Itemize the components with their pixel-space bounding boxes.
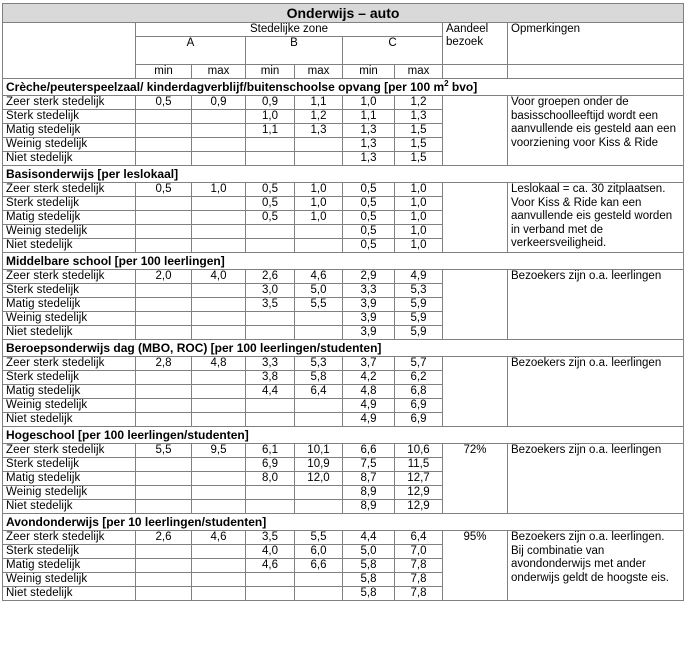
value-cell-b-max: 6,0	[295, 545, 343, 559]
value-cell-c-max: 7,8	[395, 587, 443, 601]
value-cell-a-min: 0,5	[136, 96, 192, 110]
value-cell-c-min: 4,9	[343, 399, 395, 413]
value-cell-c-max: 6,8	[395, 385, 443, 399]
value-cell-a-max	[192, 385, 246, 399]
value-cell-a-min	[136, 486, 192, 500]
value-cell-b-max: 6,4	[295, 385, 343, 399]
value-cell-c-min: 1,3	[343, 138, 395, 152]
value-cell-b-max	[295, 500, 343, 514]
value-cell-b-max	[295, 486, 343, 500]
value-cell-a-min	[136, 413, 192, 427]
value-cell-a-max	[192, 284, 246, 298]
table-title: Onderwijs – auto	[3, 4, 684, 23]
value-cell-a-min	[136, 211, 192, 225]
zone-b-min-header: min	[246, 65, 295, 79]
share-value: 95%	[443, 531, 508, 601]
value-cell-b-min: 1,0	[246, 110, 295, 124]
value-cell-a-max	[192, 545, 246, 559]
value-cell-c-min: 0,5	[343, 225, 395, 239]
value-cell-c-max: 12,9	[395, 486, 443, 500]
share-subheader-empty	[443, 65, 508, 79]
value-cell-c-max: 6,9	[395, 399, 443, 413]
section-title: Basisonderwijs [per leslokaal]	[3, 166, 684, 183]
value-cell-c-max: 1,5	[395, 124, 443, 138]
value-cell-b-min	[246, 152, 295, 166]
value-cell-a-min	[136, 124, 192, 138]
remarks-header: Opmerkingen	[508, 23, 684, 65]
value-cell-a-max	[192, 413, 246, 427]
value-cell-a-max	[192, 211, 246, 225]
value-cell-a-max	[192, 239, 246, 253]
value-cell-a-max	[192, 559, 246, 573]
zone-a-header: A	[136, 37, 246, 65]
value-cell-a-max	[192, 124, 246, 138]
value-cell-a-min	[136, 152, 192, 166]
table-row	[3, 531, 684, 545]
row-label: Niet stedelijk	[3, 413, 136, 427]
value-cell-a-max: 4,8	[192, 357, 246, 371]
value-cell-b-max	[295, 399, 343, 413]
value-cell-c-min: 2,9	[343, 270, 395, 284]
zone-b-max-header: max	[295, 65, 343, 79]
value-cell-a-max: 0,9	[192, 96, 246, 110]
value-cell-c-min: 4,2	[343, 371, 395, 385]
value-cell-a-min	[136, 399, 192, 413]
value-cell-c-min: 3,9	[343, 312, 395, 326]
value-cell-a-min	[136, 385, 192, 399]
value-cell-b-max: 12,0	[295, 472, 343, 486]
value-cell-b-max	[295, 152, 343, 166]
value-cell-b-min	[246, 138, 295, 152]
value-cell-c-max: 5,7	[395, 357, 443, 371]
row-label: Weinig stedelijk	[3, 312, 136, 326]
row-label: Weinig stedelijk	[3, 486, 136, 500]
remarks-text: Bezoekers zijn o.a. leerlingen	[508, 444, 684, 514]
section-title: Hogeschool [per 100 leerlingen/studenten]	[3, 427, 684, 444]
value-cell-b-max: 10,9	[295, 458, 343, 472]
value-cell-a-min	[136, 239, 192, 253]
value-cell-c-min: 8,9	[343, 486, 395, 500]
section-header-row	[3, 79, 684, 96]
row-label: Matig stedelijk	[3, 472, 136, 486]
value-cell-b-min: 3,5	[246, 298, 295, 312]
value-cell-c-max: 1,5	[395, 152, 443, 166]
value-cell-a-min	[136, 197, 192, 211]
value-cell-c-max: 5,9	[395, 312, 443, 326]
value-cell-c-max: 1,3	[395, 110, 443, 124]
value-cell-c-min: 5,8	[343, 587, 395, 601]
row-label: Niet stedelijk	[3, 239, 136, 253]
zone-b-header: B	[246, 37, 343, 65]
row-label: Matig stedelijk	[3, 298, 136, 312]
value-cell-a-max	[192, 573, 246, 587]
value-cell-b-max: 1,3	[295, 124, 343, 138]
row-label: Matig stedelijk	[3, 385, 136, 399]
row-label: Zeer sterk stedelijk	[3, 357, 136, 371]
value-cell-c-max: 1,0	[395, 183, 443, 197]
value-cell-c-max: 7,8	[395, 559, 443, 573]
zone-header: Stedelijke zone	[136, 23, 443, 37]
value-cell-a-min: 0,5	[136, 183, 192, 197]
value-cell-b-max: 1,0	[295, 211, 343, 225]
value-cell-c-max: 6,9	[395, 413, 443, 427]
value-cell-c-min: 0,5	[343, 239, 395, 253]
value-cell-c-max: 7,8	[395, 573, 443, 587]
remarks-text: Voor groepen onder de basisschoolleeftijd wordt een aanvullende eis gesteld aan een voorziening voor Kiss & Ride	[508, 96, 684, 166]
share-value	[443, 183, 508, 253]
value-cell-b-min	[246, 399, 295, 413]
row-label: Zeer sterk stedelijk	[3, 183, 136, 197]
value-cell-a-min: 2,8	[136, 357, 192, 371]
value-cell-a-max: 9,5	[192, 444, 246, 458]
parking-norms-table	[2, 3, 684, 601]
value-cell-c-min: 3,9	[343, 298, 395, 312]
share-value	[443, 357, 508, 427]
value-cell-b-min	[246, 326, 295, 340]
value-cell-b-max	[295, 326, 343, 340]
value-cell-c-max: 11,5	[395, 458, 443, 472]
value-cell-b-min: 6,1	[246, 444, 295, 458]
value-cell-b-min	[246, 573, 295, 587]
value-cell-b-max	[295, 587, 343, 601]
value-cell-c-max: 1,5	[395, 138, 443, 152]
table-row	[3, 183, 684, 197]
value-cell-b-min	[246, 413, 295, 427]
value-cell-b-min: 4,6	[246, 559, 295, 573]
row-label: Weinig stedelijk	[3, 573, 136, 587]
value-cell-a-max	[192, 326, 246, 340]
value-cell-b-max	[295, 413, 343, 427]
row-label: Zeer sterk stedelijk	[3, 96, 136, 110]
value-cell-a-max	[192, 472, 246, 486]
section-header-row	[3, 514, 684, 531]
row-label: Matig stedelijk	[3, 211, 136, 225]
table-row	[3, 96, 684, 110]
value-cell-a-max	[192, 197, 246, 211]
row-label: Zeer sterk stedelijk	[3, 270, 136, 284]
value-cell-a-max	[192, 298, 246, 312]
value-cell-a-min	[136, 458, 192, 472]
row-label: Sterk stedelijk	[3, 110, 136, 124]
value-cell-b-min: 3,8	[246, 371, 295, 385]
value-cell-a-min	[136, 573, 192, 587]
remarks-text: Bezoekers zijn o.a. leerlingen	[508, 357, 684, 427]
value-cell-b-min: 8,0	[246, 472, 295, 486]
value-cell-a-min: 2,0	[136, 270, 192, 284]
value-cell-c-min: 4,9	[343, 413, 395, 427]
row-label: Niet stedelijk	[3, 500, 136, 514]
row-label: Niet stedelijk	[3, 326, 136, 340]
value-cell-b-min	[246, 239, 295, 253]
value-cell-c-min: 8,7	[343, 472, 395, 486]
value-cell-a-max: 4,0	[192, 270, 246, 284]
row-label: Weinig stedelijk	[3, 225, 136, 239]
value-cell-c-min: 1,1	[343, 110, 395, 124]
value-cell-c-max: 4,9	[395, 270, 443, 284]
value-cell-c-max: 10,6	[395, 444, 443, 458]
value-cell-b-min: 0,5	[246, 183, 295, 197]
value-cell-c-max: 6,2	[395, 371, 443, 385]
value-cell-c-min: 4,8	[343, 385, 395, 399]
value-cell-b-min: 4,4	[246, 385, 295, 399]
value-cell-c-min: 7,5	[343, 458, 395, 472]
row-label: Weinig stedelijk	[3, 138, 136, 152]
row-label: Matig stedelijk	[3, 559, 136, 573]
value-cell-b-min	[246, 500, 295, 514]
value-cell-b-min	[246, 486, 295, 500]
value-cell-c-max: 1,0	[395, 225, 443, 239]
value-cell-b-min: 0,5	[246, 211, 295, 225]
value-cell-a-min	[136, 225, 192, 239]
value-cell-a-min	[136, 587, 192, 601]
value-cell-c-max: 12,7	[395, 472, 443, 486]
value-cell-a-max	[192, 399, 246, 413]
value-cell-c-min: 8,9	[343, 500, 395, 514]
remarks-text: Bezoekers zijn o.a. leerlingen. Bij combinatie van avondonderwijs met ander onderwijs geldt de hoogste eis.	[508, 531, 684, 601]
value-cell-c-max: 1,0	[395, 197, 443, 211]
header-empty-cell	[3, 23, 136, 79]
row-label: Matig stedelijk	[3, 124, 136, 138]
value-cell-c-min: 5,8	[343, 559, 395, 573]
value-cell-a-min	[136, 559, 192, 573]
zone-c-max-header: max	[395, 65, 443, 79]
value-cell-b-max: 5,5	[295, 298, 343, 312]
value-cell-c-min: 6,6	[343, 444, 395, 458]
value-cell-c-max: 1,0	[395, 239, 443, 253]
value-cell-c-min: 1,3	[343, 124, 395, 138]
value-cell-a-min	[136, 312, 192, 326]
share-value	[443, 96, 508, 166]
value-cell-c-max: 5,9	[395, 326, 443, 340]
value-cell-a-max	[192, 371, 246, 385]
value-cell-a-min	[136, 110, 192, 124]
value-cell-b-min: 0,9	[246, 96, 295, 110]
zone-c-header: C	[343, 37, 443, 65]
remarks-text: Bezoekers zijn o.a. leerlingen	[508, 270, 684, 340]
value-cell-c-min: 3,3	[343, 284, 395, 298]
value-cell-b-max: 4,6	[295, 270, 343, 284]
row-label: Weinig stedelijk	[3, 399, 136, 413]
section-header-row	[3, 253, 684, 270]
value-cell-a-min	[136, 138, 192, 152]
value-cell-c-min: 0,5	[343, 211, 395, 225]
value-cell-a-max	[192, 486, 246, 500]
value-cell-a-max	[192, 587, 246, 601]
section-title: Crèche/peuterspeelzaal/ kinderdagverblijf/buitenschoolse opvang [per 100 $m^2$ bvo]	[3, 79, 684, 96]
value-cell-b-min	[246, 225, 295, 239]
value-cell-c-max: 1,0	[395, 211, 443, 225]
value-cell-a-min	[136, 326, 192, 340]
value-cell-b-min: 6,9	[246, 458, 295, 472]
value-cell-c-max: 6,4	[395, 531, 443, 545]
value-cell-a-max: 1,0	[192, 183, 246, 197]
value-cell-b-max: 1,2	[295, 110, 343, 124]
zone-c-min-header: min	[343, 65, 395, 79]
value-cell-c-min: 1,0	[343, 96, 395, 110]
share-value	[443, 270, 508, 340]
row-label: Sterk stedelijk	[3, 545, 136, 559]
value-cell-c-min: 3,9	[343, 326, 395, 340]
value-cell-a-min	[136, 371, 192, 385]
value-cell-b-max	[295, 225, 343, 239]
section-title: Middelbare school [per 100 leerlingen]	[3, 253, 684, 270]
value-cell-b-max: 1,1	[295, 96, 343, 110]
value-cell-a-max	[192, 138, 246, 152]
value-cell-a-min	[136, 284, 192, 298]
value-cell-c-max: 1,2	[395, 96, 443, 110]
value-cell-b-max	[295, 138, 343, 152]
value-cell-a-min	[136, 545, 192, 559]
row-label: Zeer sterk stedelijk	[3, 444, 136, 458]
section-header-row	[3, 166, 684, 183]
value-cell-c-max: 7,0	[395, 545, 443, 559]
row-label: Niet stedelijk	[3, 152, 136, 166]
value-cell-c-min: 5,8	[343, 573, 395, 587]
value-cell-b-max: 6,6	[295, 559, 343, 573]
row-label: Sterk stedelijk	[3, 284, 136, 298]
parking-norms-table-wrapper	[2, 3, 684, 601]
value-cell-b-max: 5,3	[295, 357, 343, 371]
section-title: Beroepsonderwijs dag (MBO, ROC) [per 100 leerlingen/studenten]	[3, 340, 684, 357]
value-cell-a-max	[192, 110, 246, 124]
value-cell-b-min: 3,5	[246, 531, 295, 545]
table-row	[3, 357, 684, 371]
value-cell-b-min	[246, 312, 295, 326]
value-cell-b-max: 5,5	[295, 531, 343, 545]
value-cell-b-max	[295, 312, 343, 326]
value-cell-a-max	[192, 225, 246, 239]
value-cell-b-min: 4,0	[246, 545, 295, 559]
value-cell-a-min: 2,6	[136, 531, 192, 545]
section-title: Avondonderwijs [per 10 leerlingen/studenten]	[3, 514, 684, 531]
value-cell-c-min: 4,4	[343, 531, 395, 545]
value-cell-a-min	[136, 472, 192, 486]
value-cell-a-min: 5,5	[136, 444, 192, 458]
table-row	[3, 444, 684, 458]
value-cell-b-max: 1,0	[295, 197, 343, 211]
value-cell-c-min: 0,5	[343, 197, 395, 211]
row-label: Zeer sterk stedelijk	[3, 531, 136, 545]
remarks-text: Leslokaal = ca. 30 zitplaatsen. Voor Kiss & Ride kan een aanvullende eis gesteld worden in verband met de verkeersveiligheid.	[508, 183, 684, 253]
zone-a-max-header: max	[192, 65, 246, 79]
value-cell-c-max: 5,3	[395, 284, 443, 298]
value-cell-a-max	[192, 312, 246, 326]
value-cell-b-max: 1,0	[295, 183, 343, 197]
section-header-row	[3, 427, 684, 444]
value-cell-a-max	[192, 458, 246, 472]
value-cell-c-min: 3,7	[343, 357, 395, 371]
value-cell-b-max: 10,1	[295, 444, 343, 458]
value-cell-b-min: 0,5	[246, 197, 295, 211]
share-value: 72%	[443, 444, 508, 514]
value-cell-c-min: 0,5	[343, 183, 395, 197]
value-cell-b-min: 2,6	[246, 270, 295, 284]
value-cell-b-max: 5,8	[295, 371, 343, 385]
value-cell-c-min: 1,3	[343, 152, 395, 166]
row-label: Niet stedelijk	[3, 587, 136, 601]
section-header-row	[3, 340, 684, 357]
value-cell-b-max: 5,0	[295, 284, 343, 298]
share-header: Aandeel bezoek	[443, 23, 508, 65]
row-label: Sterk stedelijk	[3, 458, 136, 472]
zone-a-min-header: min	[136, 65, 192, 79]
value-cell-b-min: 3,3	[246, 357, 295, 371]
value-cell-c-max: 12,9	[395, 500, 443, 514]
value-cell-a-min	[136, 298, 192, 312]
table-row	[3, 270, 684, 284]
row-label: Sterk stedelijk	[3, 197, 136, 211]
row-label: Sterk stedelijk	[3, 371, 136, 385]
remarks-subheader-empty	[508, 65, 684, 79]
value-cell-a-max: 4,6	[192, 531, 246, 545]
value-cell-c-min: 5,0	[343, 545, 395, 559]
value-cell-b-min	[246, 587, 295, 601]
value-cell-b-min: 3,0	[246, 284, 295, 298]
value-cell-c-max: 5,9	[395, 298, 443, 312]
value-cell-a-min	[136, 500, 192, 514]
value-cell-b-max	[295, 239, 343, 253]
value-cell-a-max	[192, 152, 246, 166]
value-cell-a-max	[192, 500, 246, 514]
value-cell-b-min: 1,1	[246, 124, 295, 138]
value-cell-b-max	[295, 573, 343, 587]
